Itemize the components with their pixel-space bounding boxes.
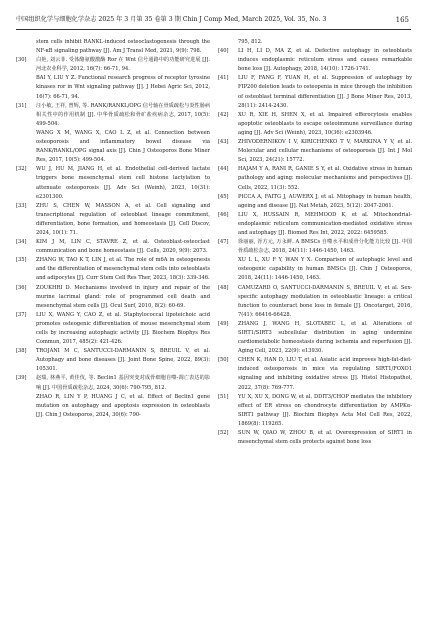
reference-text: 赵瑞, 林燕平, 黄佳伎, 等. Beclin1 基因突变对成骨细胞自噬-凋亡表达的影响 [J]. 中国骨质疏松杂志, 2024, 30(6): 790-795, 812. bbox=[36, 375, 210, 391]
reference-number: [36] bbox=[16, 284, 27, 291]
reference-text: ZOUKHRI D. Mechanisms involved in injury and repair of the murine lacrimal gland: role of programmed cell death and mesenchymal stem cells [J]. Ocul Surf, 2010, 8(2): 60-69. bbox=[36, 284, 210, 309]
reference-number: [30] bbox=[16, 57, 27, 64]
reference-number: [52] bbox=[218, 430, 229, 437]
reference-column-left bbox=[16, 38, 210, 622]
reference-text: ZHANG W, TAO K T, LIN J, et al. The role of m6A in osteogenesis and the differentiation of mesenchymal stem cells into osteoblasts and adipocytes [J]. Curr Stem Cell Res Ther, 2023, 18(3): 339-346. bbox=[36, 257, 210, 282]
reference-number: [51] bbox=[218, 393, 229, 400]
page-number: 165 bbox=[395, 16, 409, 24]
reference-text: HAJAM Y A, RANI R, GANIE S Y, et al. Oxidative stress in human pathology and aging: molecular mechanisms and perspectives [J]. Cells, 2022, 11(3): 552. bbox=[238, 166, 412, 191]
reference-entry bbox=[16, 284, 210, 311]
reference-entry bbox=[218, 238, 412, 256]
reference-number: [45] bbox=[218, 193, 229, 200]
reference-entry bbox=[218, 138, 412, 165]
reference-text: KIM J M, LIN C, STAVRE Z, et al. Osteoblast-osteoclast communication and bone homeostasis [J]. Cells, 2020, 9(9): 2073. bbox=[36, 239, 210, 255]
reference-entry-english bbox=[218, 256, 412, 283]
reference-text: YU X, XU X, DONG W, et al. DDIT3/CHOP mediates the inhibitory effect of ER stress on chondrocyte differentiation by AMPKα-SIRT1 pathway [J]. Biochim Biophys Acta Mol Cell Res, 2022, 1869(8): 119265. bbox=[238, 393, 412, 427]
reference-entry bbox=[218, 193, 412, 211]
reference-text: LI H, LI D, MA Z, et al. Defective autophagy in osteoblasts induces endoplasmic reticulum stress and causes remarkable bone loss [J]. Autophagy, 2018, 14(10): 1726-1741. bbox=[238, 48, 412, 73]
reference-entry bbox=[218, 165, 412, 192]
reference-text: XU L L, XU F Y, WAN Y X. Comparison of autophagic level and osteogenic capability in human BMSCs [J]. Chin J Osteoporos, 2018, 24(11): 1446-1450, 1463. bbox=[238, 257, 412, 282]
header-rule bbox=[16, 29, 411, 30]
reference-number: [37] bbox=[16, 311, 27, 318]
reference-text: 汪小敏, 王祥, 曾辉, 等. RANK/RANKL/OPG 信号轴在骨质疏松与炎性肠病相关性中的作用机制 [J]. 中华骨质疏松和骨矿盐疾病杂志, 2017, 10(5): 499-504. bbox=[36, 102, 210, 127]
reference-entry bbox=[16, 238, 210, 256]
reference-entry bbox=[16, 165, 210, 201]
reference-entry bbox=[218, 74, 412, 110]
reference-text: 795, 812. bbox=[238, 39, 263, 45]
reference-text: ZHAO R, LIN Y P, HUANG J C, et al. Effect of Beclin1 gene mutation on autophagy and apoptosis expression in osteoblasts [J]. Chin J Osteoporos, 2024, 30(6): 790- bbox=[36, 393, 210, 418]
reference-text: ZHANG J, WANG H, SLOTABEC L, et al. Alterations of SIRT1/SIRT3 subcellular distribution in aging undermine cardiometabolic homeostasis during ischemia and reperfusion [J]. Aging Cell, 2023, 22(9): e13930. bbox=[238, 320, 412, 355]
reference-entry-english bbox=[16, 393, 210, 420]
reference-entry bbox=[218, 111, 412, 138]
reference-text: WU J, HU M, JIANG H, et al. Endothelial cell-derived lactate triggers bone mesenchymal stem cell histone lactylation to attenuate osteoporosis [J]. Adv Sci (Weinh), 2023, 10(31): e2301300. bbox=[36, 166, 210, 200]
reference-entry bbox=[218, 356, 412, 392]
running-header bbox=[16, 14, 411, 26]
reference-text: CAMUZARD O, SANTUCCI-DARMANIN S, BREUIL V, et al. Sex-specific autophagy modulation in osteoblastic lineage: a critical function to counteract bone loss in female [J]. Oncotarget, 2016, 7(41): 66416-66428. bbox=[238, 284, 412, 318]
reference-number: [46] bbox=[218, 211, 229, 218]
reference-entry bbox=[16, 56, 210, 74]
reference-entry bbox=[218, 47, 412, 74]
reference-text: LIU X, HUSSAIN R, MEHMOOD K, et al. Mitochondrial-endoplasmic reticulum communication-mediated oxidative stress and autophagy [J]. Biomed Res Int, 2022, 2022: 6459585. bbox=[238, 211, 412, 236]
reference-entry bbox=[16, 374, 210, 392]
reference-text: PICCA A, FAITG J, AUWERX J, et al. Mitophagy in human health, ageing and disease [J]. Nat Metab, 2023, 5(12): 2047-2061. bbox=[238, 193, 412, 209]
reference-number: [34] bbox=[16, 239, 27, 246]
reference-text: XU R, XIE H, SHEN X, et al. Impaired efferocytosis enables apoptotic osteoblasts to escape osteoimmune surveillance during aging [J]. Adv Sci (Weinh), 2023, 10(36): e2303946. bbox=[238, 111, 412, 136]
reference-number: [49] bbox=[218, 320, 229, 327]
reference-text: 白艳, 刘云菲. 受体酪氨酸激酶 Ror 在 Wnt 信号通路中的功能研究进展 [J]. 河北农业科学, 2012, 16(7): 66-71, 94. bbox=[36, 57, 210, 73]
reference-text: LIU F, FANG F, YUAN H, et al. Suppression of autophagy by FIP200 deletion leads to osteopenia in mice through the inhibition of osteoblast terminal differentiation [J]. J Bone Miner Res, 2013, 28(11): 2414-2430. bbox=[238, 75, 412, 109]
reference-text: ZHU S, CHEN W, MASSON A, et al. Cell signaling and transcriptional regulation of osteoblast lineage commitment, differentiation, bone formation, and homeostasis [J]. Cell Discov, 2024, 10(1): 71. bbox=[36, 202, 210, 236]
journal-running-head: 中国组织化学与细胞化学杂志 2025 年 3 月第 35 卷第 3 期 Chin J Comp Med, March 2025, Vol. 35, No. 3 bbox=[16, 16, 327, 23]
reference-number: [38] bbox=[16, 348, 27, 355]
reference-column-right bbox=[218, 38, 412, 622]
reference-entry-english bbox=[16, 38, 210, 56]
reference-number: [35] bbox=[16, 257, 27, 264]
reference-text: ZHIVODERNIKOV I V, KIRICHENKO T V, MARKINA Y V, et al. Molecular and cellular mechanisms of osteoporosis [J]. Int J Mol Sci, 2023, 24(21): 15772. bbox=[238, 139, 412, 164]
reference-number: [43] bbox=[218, 139, 229, 146]
reference-number: [40] bbox=[218, 48, 229, 55]
reference-text: TROJANI M C, SANTUCCI-DARMANIN S, BREUIL V, et al. Autophagy and bone diseases [J]. Joint Bone Spine, 2022, 89(3): 105301. bbox=[36, 348, 210, 373]
reference-number: [39] bbox=[16, 375, 27, 382]
reference-entry bbox=[218, 393, 412, 429]
reference-entry bbox=[218, 211, 412, 238]
reference-entry bbox=[16, 202, 210, 238]
reference-entry bbox=[16, 102, 210, 129]
reference-text: 徐丽丽, 胥方元, 万永鲜. A BMSCs 自噬水平和成骨分化能力比较 [J]. 中国骨质疏松杂志, 2018, 24(11): 1446-1450, 1463. bbox=[238, 239, 412, 255]
reference-text: BAI Y, LIU Y Z. Functional research progress of receptor tyrosine kinases ror in Wnt signaling pathway [J]. J Hebei Agric Sci, 2012, 16(7): 66-71, 94. bbox=[36, 75, 210, 100]
reference-entry bbox=[16, 347, 210, 374]
reference-number: [48] bbox=[218, 284, 229, 291]
reference-text: SUN W, QIAO W, ZHOU B, et al. Overexpression of SIRT1 in mesenchymal stem cells protects against bone loss bbox=[238, 430, 412, 446]
reference-entry bbox=[218, 284, 412, 320]
reference-text: LIU X, WANG Y, CAO Z, et al. Staphylococcal lipoteichoic acid promotes osteogenic differentiation of mouse mesenchymal stem cells by increasing autophagic activity [J]. Biochem Biophys Res Commun, 2017, 485(2): 421-426. bbox=[36, 311, 210, 346]
reference-text: WANG X M, WANG X, CAO L Z, et al. Connection between osteoporosis and inflammatory bowel disease via RANK/RANKL/OPG signal axis [J]. Chin J Osteoporos Bone Miner Res, 2017, 10(5): 499-504. bbox=[36, 129, 210, 164]
reference-entry bbox=[16, 311, 210, 347]
reference-entry bbox=[16, 256, 210, 283]
reference-entry-english bbox=[218, 38, 412, 47]
reference-entry-english bbox=[16, 129, 210, 165]
reference-number: [33] bbox=[16, 202, 27, 209]
reference-number: [31] bbox=[16, 102, 27, 109]
reference-number: [42] bbox=[218, 111, 229, 118]
reference-text: CHEN K, HAN D, LIU T, et al. Asiatic acid improves high-fat-diet-induced osteoporosis in mice via regulating SIRT1/FOXO1 signaling and inhibiting oxidative stress [J]. Histol Histopathol, 2022, 37(8): 769-777. bbox=[238, 357, 412, 391]
reference-entry-english bbox=[16, 74, 210, 101]
reference-entry bbox=[218, 320, 412, 356]
reference-number: [44] bbox=[218, 166, 229, 173]
reference-number: [47] bbox=[218, 239, 229, 246]
reference-number: [41] bbox=[218, 75, 229, 82]
reference-entry bbox=[218, 429, 412, 447]
reference-text: stem cells inhibit RANKL-induced osteoclastogenesis through the NF-κB signaling pathway [J]. Am J Transl Med, 2021, 9(9): 798. bbox=[36, 39, 210, 55]
reference-number: [50] bbox=[218, 357, 229, 364]
reference-number: [32] bbox=[16, 166, 27, 173]
